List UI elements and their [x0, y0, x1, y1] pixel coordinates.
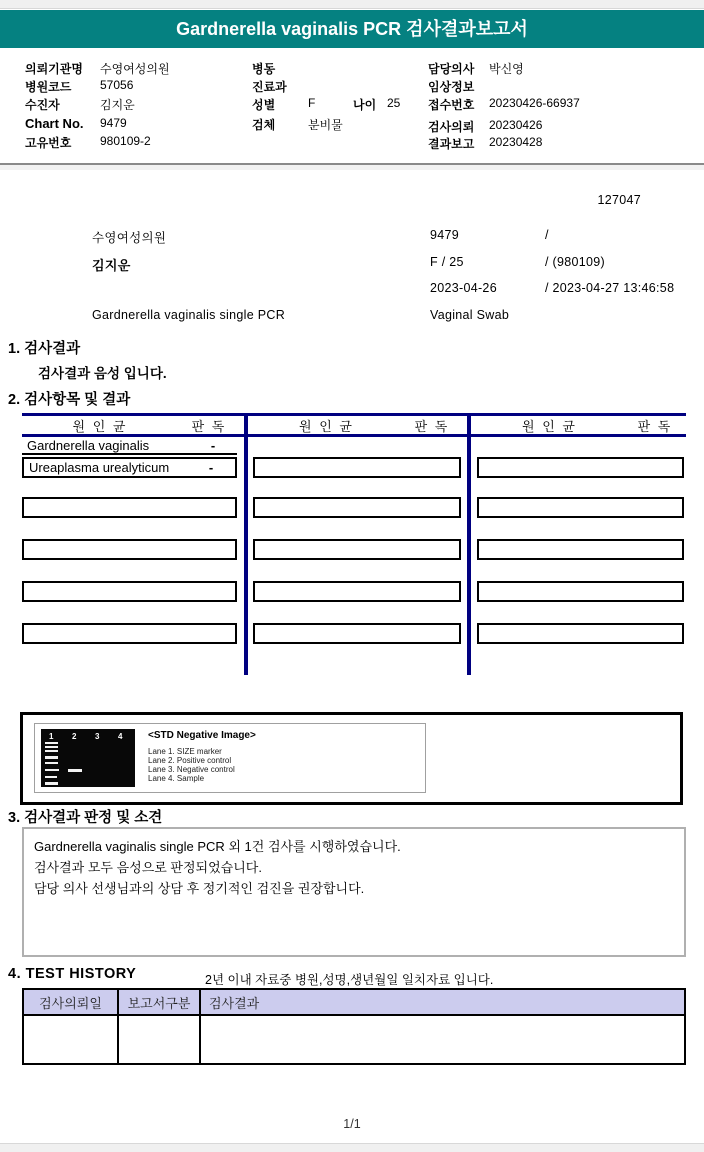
history-cell-request-date: [24, 1016, 119, 1063]
comment-line: Gardnerella vaginalis single PCR 외 1건 검사를 시행하였습니다.: [34, 839, 401, 854]
gel-marker-band: [45, 776, 57, 778]
gel-figure-frame: [20, 712, 683, 805]
summary-birth: / (980109): [545, 255, 605, 269]
gel-legend-line: Lane 4. Sample: [148, 774, 205, 783]
comment-line: 검사결과 모두 음성으로 판정되었습니다.: [34, 860, 262, 875]
gel-marker-band: [45, 769, 59, 771]
gel-marker-band: [45, 750, 58, 752]
summary-clinic: 수영여성의원: [92, 231, 167, 245]
gel-lane-number: 1: [49, 732, 54, 741]
gel-legend-line: Lane 2. Positive control: [148, 756, 232, 765]
empty-result-box: [477, 581, 684, 602]
comment-box: [22, 827, 686, 957]
field-label-department: 진료과: [252, 80, 287, 94]
summary-order-date: 2023-04-26: [430, 281, 497, 295]
gel-figure-inner-box: [34, 723, 426, 793]
empty-result-box: [253, 457, 461, 478]
summary-test-name: Gardnerella vaginalis single PCR: [92, 308, 286, 322]
column-header-reading: 판 독: [414, 418, 450, 434]
field-label-patient: 수진자: [25, 98, 60, 112]
field-value-doctor: 박신영: [489, 62, 524, 76]
gel-positive-control-band: [68, 769, 82, 772]
table-vertical-divider-1: [244, 413, 248, 675]
organism-name: Gardnerella vaginalis: [27, 437, 150, 453]
field-label-unique-no: 고유번호: [25, 136, 72, 150]
empty-result-box: [253, 539, 461, 560]
summary-chart-no: 9479: [430, 228, 460, 242]
column-header-organism: 원 인 균: [299, 418, 354, 434]
field-label-requesting-org: 의뢰기관명: [25, 62, 83, 76]
gel-legend-line: Lane 3. Negative control: [148, 765, 235, 774]
history-col-report-type: 보고서구분: [119, 990, 201, 1014]
field-label-specimen: 검체: [252, 118, 276, 132]
field-value-receipt-no: 20230426-66937: [489, 96, 580, 110]
organism-reading: -: [208, 460, 214, 475]
table-vertical-divider-2: [467, 413, 471, 675]
result-row-ureaplasma: [22, 457, 237, 478]
gel-electrophoresis-image: [41, 729, 135, 787]
gel-marker-band: [45, 756, 58, 759]
comment-line: 담당 의사 선생님과의 상담 후 정기적인 검진을 권장합니다.: [34, 881, 365, 896]
organism-name: Ureaplasma urealyticum: [29, 460, 170, 475]
field-value-unique-no: 980109-2: [100, 134, 151, 148]
history-cell-result: [201, 1016, 684, 1063]
bottom-window-strip: [0, 1143, 704, 1152]
field-label-clinical-info: 임상정보: [428, 80, 475, 94]
column-header-reading: 판 독: [637, 418, 673, 434]
gel-lane-number: 2: [72, 732, 77, 741]
field-value-chart-no: 9479: [100, 116, 127, 130]
gel-figure-title: <STD Negative Image>: [148, 730, 256, 741]
history-cell-report-type: [119, 1016, 201, 1063]
column-header-group-1: [22, 416, 240, 434]
field-label-ward: 병동: [252, 62, 276, 76]
empty-result-box: [22, 581, 237, 602]
section1-result-text: 검사결과 음성 입니다.: [38, 366, 167, 381]
document-number: 127047: [597, 193, 641, 207]
column-header-reading: 판 독: [191, 418, 227, 434]
gel-legend: [148, 747, 235, 783]
summary-specimen: Vaginal Swab: [430, 308, 510, 322]
result-row-gardnerella: [22, 437, 237, 455]
field-label-hospital-code: 병원코드: [25, 80, 72, 94]
empty-result-box: [22, 539, 237, 560]
field-value-sex: F: [308, 96, 316, 110]
column-header-group-2: [252, 416, 463, 434]
section1-heading: 1. 검사결과: [8, 341, 81, 357]
gel-marker-band: [45, 782, 58, 785]
empty-result-box: [477, 497, 684, 518]
column-header-group-3: [475, 416, 686, 434]
empty-result-box: [22, 623, 237, 644]
page-number: 1/1: [343, 1117, 361, 1131]
field-label-report-date: 결과보고: [428, 137, 475, 151]
field-label-age: 나이: [353, 98, 377, 112]
field-value-hospital-code: 57056: [100, 78, 134, 92]
organism-reading: -: [210, 437, 216, 453]
field-value-requesting-org: 수영여성의원: [100, 62, 170, 76]
section3-heading: 3. 검사결과 판정 및 소견: [8, 810, 163, 826]
gel-marker-band: [45, 742, 58, 744]
page-title: Gardnerella vaginalis PCR 검사결과보고서: [176, 19, 528, 39]
empty-result-box: [253, 623, 461, 644]
history-col-request-date: 검사의뢰일: [24, 990, 119, 1014]
test-history-table: [22, 988, 686, 1065]
field-value-report-date: 20230428: [489, 135, 543, 149]
field-value-specimen: 분비물: [308, 118, 343, 132]
field-value-patient: 김지운: [100, 98, 135, 112]
column-header-organism: 원 인 균: [72, 418, 128, 434]
empty-result-box: [477, 539, 684, 560]
history-body-row: [24, 1016, 684, 1063]
empty-result-box: [22, 497, 237, 518]
field-label-chart-no: Chart No.: [25, 116, 84, 131]
gel-marker-band: [45, 762, 58, 764]
field-value-order-date: 20230426: [489, 118, 543, 132]
column-header-organism: 원 인 균: [522, 418, 577, 434]
section2-heading: 2. 검사항목 및 결과: [8, 392, 131, 408]
field-label-sex: 성별: [252, 98, 276, 112]
empty-result-box: [253, 497, 461, 518]
history-header-row: [24, 990, 684, 1016]
field-label-doctor: 담당의사: [428, 62, 475, 76]
empty-result-box: [477, 457, 684, 478]
history-col-result: 검사결과: [209, 995, 260, 1011]
summary-patient-name: 김지운: [92, 258, 131, 273]
field-value-age: 25: [387, 96, 401, 110]
gel-lane-number: 3: [95, 732, 100, 741]
section4-note: 2년 이내 자료중 병원,성명,생년월일 일치자료 입니다.: [205, 973, 494, 987]
gel-legend-line: Lane 1. SIZE marker: [148, 747, 222, 756]
summary-slash: /: [545, 228, 549, 242]
field-label-receipt-no: 접수번호: [428, 98, 475, 112]
summary-sex-age: F / 25: [430, 255, 464, 269]
empty-result-box: [253, 581, 461, 602]
summary-report-datetime: / 2023-04-27 13:46:58: [545, 281, 675, 295]
gel-lane-number: 4: [118, 732, 123, 741]
gel-marker-band: [45, 746, 58, 748]
empty-result-box: [477, 623, 684, 644]
field-label-order-date: 검사의뢰: [428, 120, 475, 134]
section4-heading: 4. TEST HISTORY: [8, 966, 137, 982]
